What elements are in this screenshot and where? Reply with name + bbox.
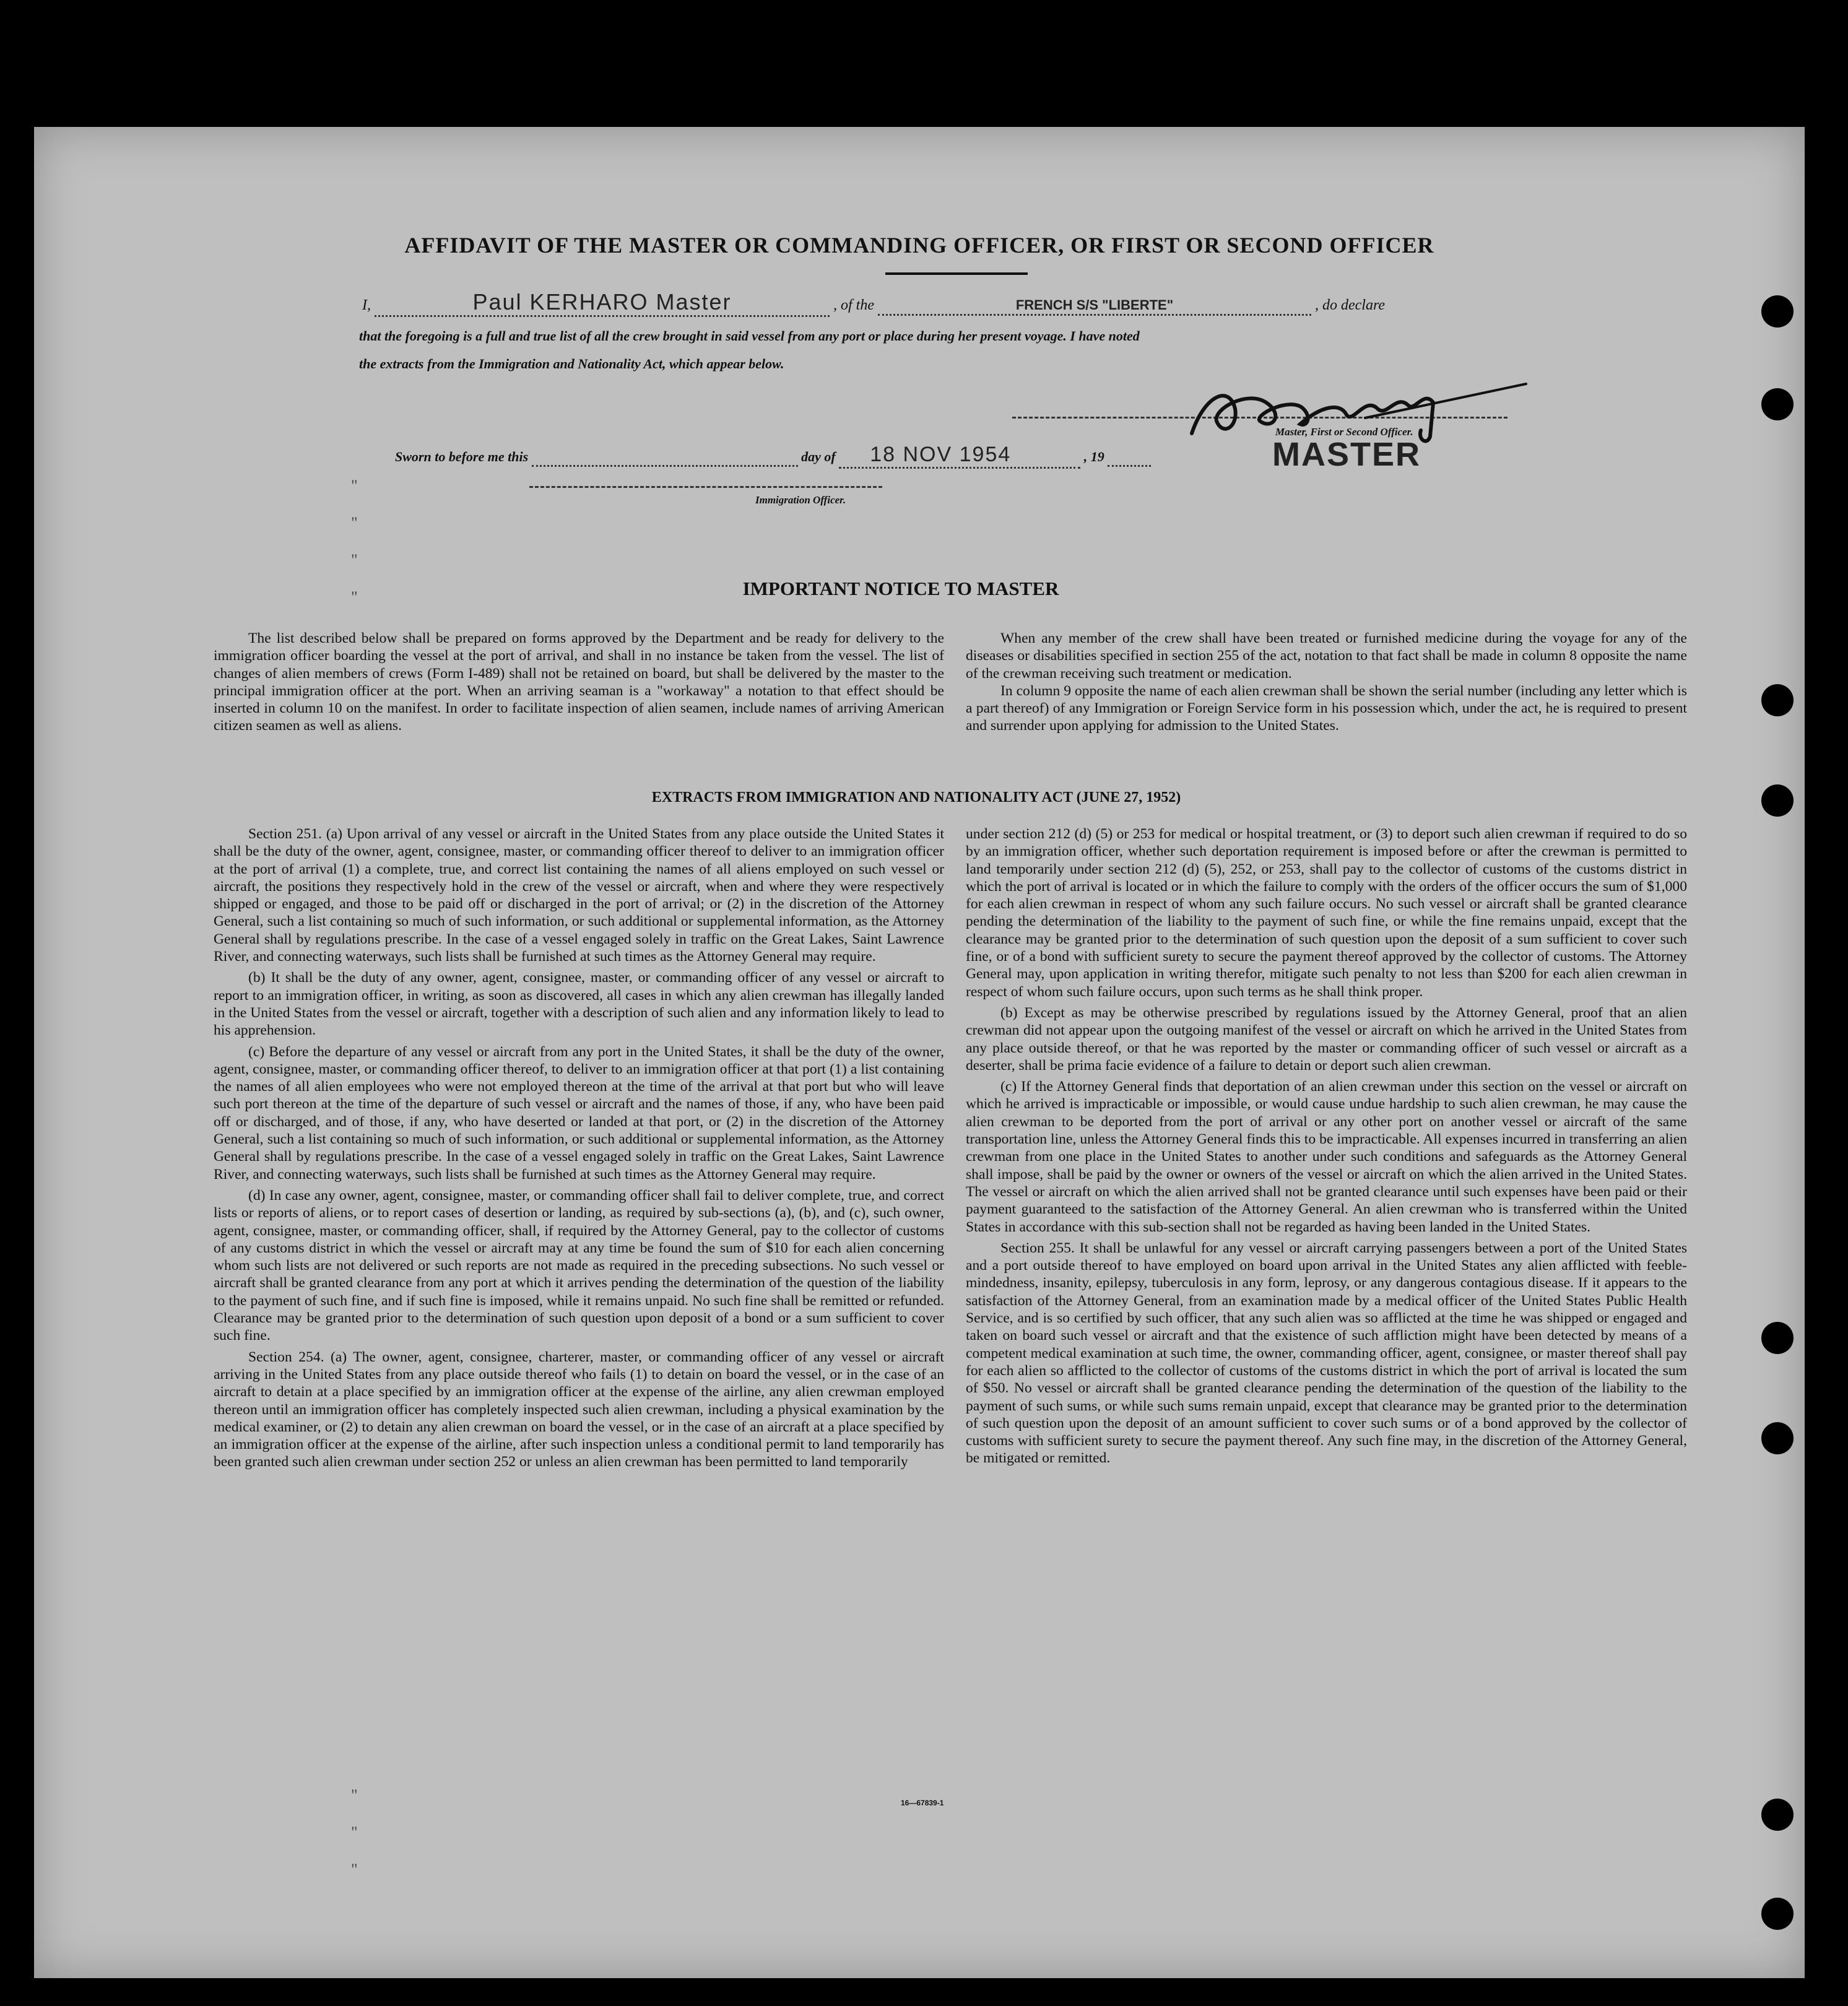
extract-paragraph: Section 255. It shall be unlawful for any vessel or aircraft carrying passengers between a port of the United States and a port outside thereof to have employed on board upon arrival in the United States any alien afflicted with feeble-mindedness, insanity, epilepsy, tuberculosis in any form, leprosy, or any dangerous contagious disease. If it appears to the satisfaction of the Attorney General, from an examination made by a medical officer of the United States Public Health Service, and is so certified by such officer, that any such alien was so afflicted at the time he was shipped or engaged and taken on board such vessel or aircraft and that the existence of such affliction might have been detected by means of a competent medical examination at such time, the owner, commanding officer, agent, consignee, or master thereof shall pay for each alien so afflicted to the collector of customs of the customs district in which the port of arrival is located the sum of $50. No vessel or aircraft shall be granted clearance pending the determination of the question of the liability to the payment of such sums, or while such sums remain unpaid, except that clearance may be granted prior to the determination of such question upon the deposit of an amount sufficient to cover such sums or of a bond approved by the collector of customs with sufficient surety to secure the payment thereof. Any such fine may, in the discretion of the Attorney General, be mitigated or remitted. — [966, 1240, 1687, 1467]
sworn-label: Sworn to before me this — [395, 449, 529, 464]
statement-line-2: the extracts from the Immigration and Nationality Act, which appear below. — [359, 356, 784, 371]
binder-hole — [1761, 1322, 1794, 1354]
binder-hole — [1761, 784, 1794, 817]
extract-paragraph: Section 254. (a) The owner, agent, consignee, charterer, master, or commanding officer of any vessel or aircraft arriving in the United States from any place outside thereof who fails (1) to detain on board the vessel, or in the case of an aircraft to detain at a place specified by an immigration officer at the expense of the airline, any alien crewman employed thereon until an immigration officer has completely inspected such alien crewman, including a physical examination by the medical examiner, or (2) to detain any alien crewman on board the vessel, or in the case of an aircraft at a place specified by an immigration officer at the expense of the airline, after such inspection unless a conditional permit to land temporarily has been granted such alien crewman under section 252 or unless an alien crewman has been permitted to land temporarily — [214, 1348, 944, 1470]
extract-paragraph: (d) In case any owner, agent, consignee, master, or commanding officer shall fail to deliver complete, true, and correct lists or reports of aliens, or to report cases of desertion or landing, as required by sub-sections (a), (b), and (c), such owner, agent, consignee, master, or commanding officer, shall, if required by the Attorney General, pay to the collector of customs of any customs district in which the vessel or aircraft may at any time be found the sum of $10 for each alien concerning whom such lists are not delivered or such reports are not made as required in the preceding subsections. No such vessel or aircraft shall be granted clearance from any port at which it arrives pending the determination of the question of the liability to the payment of such fine, and if such fine is imposed, while it remains unpaid. No such fine shall be remitted or refunded. Clearance may be granted prior to the determination of such question upon deposit of a bond or a sum sufficient to cover such fine. — [214, 1187, 944, 1344]
binder-hole — [1761, 295, 1794, 328]
affidavit-title: AFFIDAVIT OF THE MASTER OR COMMANDING OFFICER, OR FIRST OR SECOND OFFICER — [404, 233, 1434, 258]
date-field — [839, 443, 1080, 469]
title-rule — [885, 272, 1028, 275]
extracts-title: EXTRACTS FROM IMMIGRATION AND NATIONALITY ACT (JUNE 27, 1952) — [651, 789, 1181, 805]
signature-label: Master, First or Second Officer. — [1275, 426, 1413, 438]
ditto-mark: " — [351, 1786, 358, 1804]
extracts-left-column — [214, 825, 944, 1471]
ditto-mark: " — [351, 514, 358, 532]
extract-paragraph: Section 251. (a) Upon arrival of any vessel or aircraft in the United States from any place outside the United States it shall be the duty of the owner, agent, consignee, master, or commanding officer thereof to deliver to an immigration officer at the port of arrival (1) a complete, true, and correct list containing the names of all aliens employed on such vessel or aircraft, the positions they respectively hold in the crew of the vessel or aircraft, when and where they were respectively shipped or engaged, and those to be paid off or discharged in the port of arrival; or (2) in the discretion of the Attorney General, such a list containing so much of such information, or such additional or supplemental information, as the Attorney General shall by regulations prescribe. In the case of a vessel engaged solely in traffic on the Great Lakes, Saint Lawrence River, and connecting waterways, such lists shall be furnished at such times as the Attorney General may require. — [214, 826, 944, 965]
extract-paragraph: (b) It shall be the duty of any owner, agent, consignee, master, or commanding officer of any vessel or aircraft to report to an immigration officer, in writing, as soon as discovered, all cases in which any alien crewman has illegally landed in the United States from the vessel or aircraft, together with a description of such alien and any information likely to lead to his apprehension. — [214, 970, 944, 1039]
binder-hole — [1761, 684, 1794, 716]
notice-left-column — [214, 630, 944, 735]
declare-label: , do declare — [1315, 297, 1386, 313]
ditto-mark: " — [351, 551, 358, 569]
document-page — [34, 127, 1805, 1978]
ditto-mark: " — [351, 588, 358, 606]
binder-hole — [1761, 1799, 1794, 1831]
year-field — [1108, 449, 1151, 467]
of-label: , of the — [833, 297, 874, 313]
declaration-line — [362, 289, 1538, 316]
notice-right-column — [966, 630, 1687, 735]
notice-paragraph: The list described below shall be prepared on forms approved by the Department and be ready for delivery to the immigration officer boarding the vessel at the port of arrival, and shall in no instance be taken from the vessel. The list of changes of alien members of crews (Form I-489) shall not be retained on board, but shall be delivered by the master to the principal immigration officer at the port. When an arriving seaman is a "workaway" a notation to that effect should be inserted in column 10 on the manifest. In order to facilitate inspection of alien seamen, include names of arriving American citizen seamen as well as aliens. — [214, 630, 944, 734]
extract-paragraph: (c) Before the departure of any vessel or aircraft from any port in the United States, it shall be the duty of the owner, agent, consignee, master, or commanding officer thereof, to deliver to an immigration officer at that port (1) a list containing the names of all alien employees who were not employed thereon at the time of the arrival at that port but who will leave such port thereon at the time of the departure of such vessel or aircraft and the names of those, if any, who have been paid off or discharged, and of those, if any, who have deserted or landed at that port, or (2) in the discretion of the Attorney General, such a list containing so much of such information, or such additional or supplemental information, as the Attorney General shall by regulations prescribe. In the case of a vessel engaged solely in traffic on the Great Lakes, Saint Lawrence River, and connecting waterways, such lists shall be furnished at such times as the Attorney General may require. — [214, 1043, 944, 1183]
extract-paragraph: (b) Except as may be otherwise prescribed by regulations issued by the Attorney General, proof that an alien crewman did not appear upon the outgoing manifest of the vessel or aircraft on which he arrived in the United States from any place outside thereof, or that he was reported by the master or commanding officer of such vessel or aircraft as a deserter, shall be prima facie evidence of a failure to detain or deport such alien crewman. — [966, 1004, 1687, 1074]
ditto-mark: " — [351, 1823, 358, 1841]
sworn-day-field — [532, 449, 798, 467]
date-value: 18 NOV 1954 — [870, 443, 1012, 466]
notice-title: IMPORTANT NOTICE TO MASTER — [742, 578, 1059, 599]
notice-paragraph: When any member of the crew shall have been treated or furnished medicine during the voyage for any of the diseases or disabilities specified in section 255 of the act, notation to that fact shall be made in column 8 opposite the name of the crewman receiving such treatment or medication. — [966, 630, 1687, 682]
binder-hole — [1761, 1422, 1794, 1454]
master-name-field — [375, 289, 830, 317]
vessel-field — [878, 297, 1311, 316]
notice-paragraph: In column 9 opposite the name of each alien crewman shall be shown the serial number (including any letter which is a part thereof) of any Immigration or Foreign Service form in his possession which, under the act, he is required to present and surrender upon applying for admission to the United States. — [966, 682, 1687, 734]
extract-paragraph: (c) If the Attorney General finds that deportation of an alien crewman under this section on the vessel or aircraft on which he arrived is impracticable or impossible, or would cause undue hardship to such alien crewman, he may cause the alien crewman to be deported from the port of arrival or any other port on another vessel or aircraft of the same transportation line, unless the Attorney General finds this to be impracticable. All expenses incurred in transferring an alien crewman from one place in the United States to another under such conditions and safeguards as the Attorney General shall impose, shall be paid by the owner or owners of the vessel or aircraft on which the alien arrived in the United States. The vessel or aircraft on which the alien arrived shall not be granted clearance until such expenses have been paid or their payment guaranteed to the satisfaction of the Attorney General. An alien crewman who is transferred within the United States in accordance with this sub-section shall not be regarded as having been landed in the United States. — [966, 1079, 1687, 1235]
binder-hole — [1761, 388, 1794, 420]
immigration-officer-line — [529, 486, 882, 488]
ditto-mark: " — [351, 1861, 358, 1878]
day-label: day of — [801, 449, 836, 464]
extract-paragraph: under section 212 (d) (5) or 253 for medical or hospital treatment, or (3) to deport such alien crewman if required to do so by an immigration officer, whether such deportation requirement is imposed before or after the crewman is permitted to land temporarily under section 212 (d) (5), 252, or 253, shall pay to the collector of customs of the customs district in which the port of arrival is located or in which the failure to comply with the orders of the officer occurs the sum of $1,000 for each alien crewman in respect of whom any such failure occurs. No such vessel or aircraft shall be granted clearance pending the determination of the liability to the payment of such fine, or while the fine remains unpaid, except that the clearance may be granted prior to the determination of such question upon the deposit of a sum sufficient to cover such fine, or of a bond with sufficient surety to secure the payment thereof approved by the collector of customs. The Attorney General may, upon application in writing therefor, mitigate such penalty to not less than $200 for each alien crewman in respect of whom such failure occurs, upon such terms as he shall think proper. — [966, 826, 1687, 1000]
year-label: , 19 — [1083, 449, 1104, 464]
immigration-officer-label: Immigration Officer. — [755, 494, 846, 506]
i-prefix: I, — [362, 297, 371, 313]
sworn-line — [395, 443, 1262, 469]
statement-line-1: that the foregoing is a full and true list of all the crew brought in said vessel from any port or place during her present voyage. I have noted — [359, 328, 1140, 344]
master-stamp: MASTER — [1272, 436, 1421, 473]
binder-hole — [1761, 1898, 1794, 1930]
ditto-mark: " — [351, 477, 358, 495]
master-name-value: Paul KERHARO Master — [472, 289, 732, 315]
form-number: 16—67839-1 — [901, 1799, 944, 1807]
extracts-right-column — [966, 825, 1687, 1467]
vessel-value: FRENCH S/S "LIBERTE" — [1015, 297, 1174, 313]
